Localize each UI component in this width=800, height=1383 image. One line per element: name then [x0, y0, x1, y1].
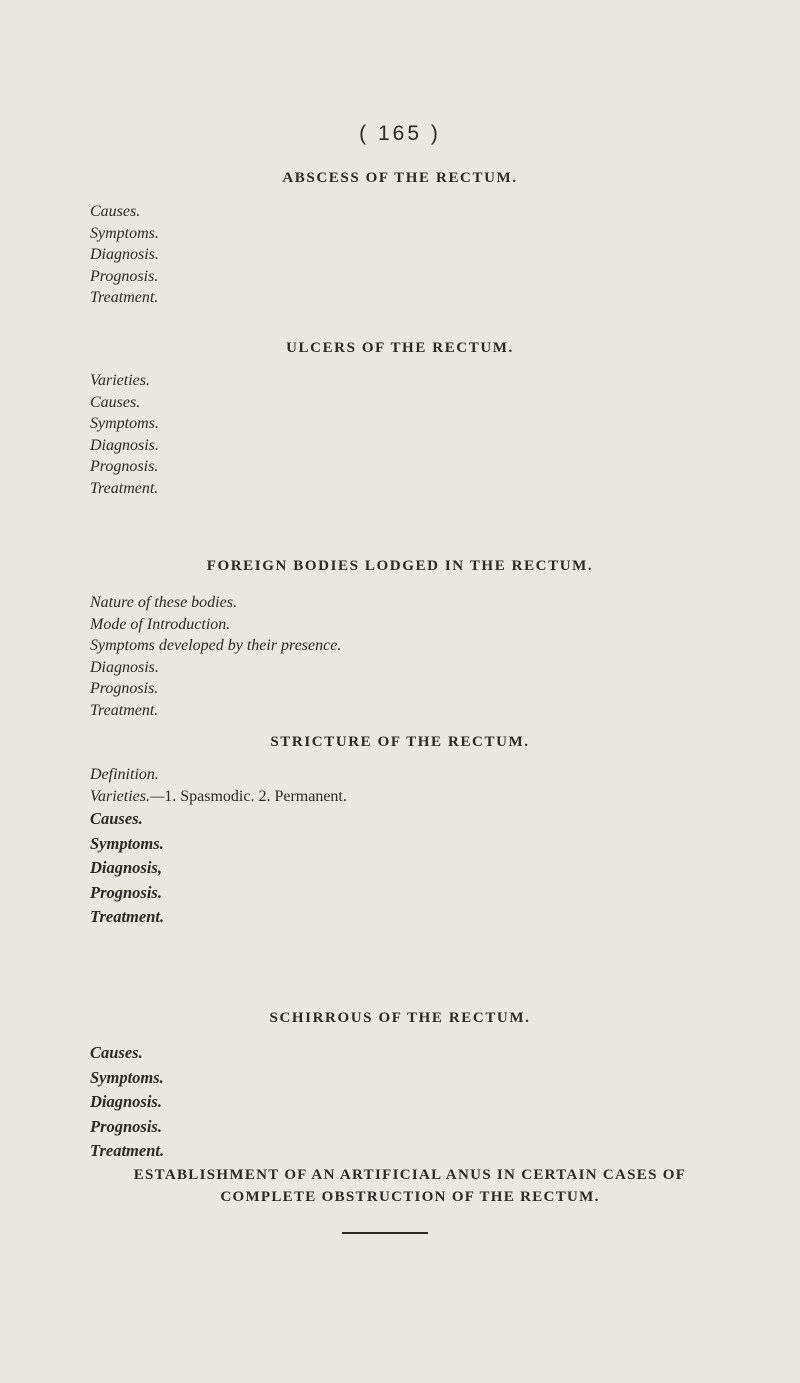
list-item: Symptoms developed by their presence.: [90, 637, 342, 654]
heading-ulcers: ULCERS OF THE RECTUM.: [286, 340, 514, 356]
list-item: Diagnosis.: [90, 658, 159, 676]
list-item: Definition.: [90, 766, 159, 783]
list-item: Causes.: [90, 393, 141, 411]
list-item: Diagnosis.: [90, 1092, 162, 1111]
list-item: Treatment.: [90, 289, 159, 306]
heading-artificial-anus: [60, 1164, 760, 1208]
list-item-varieties: [90, 786, 347, 808]
list-item: Symptoms.: [90, 224, 159, 242]
varieties-label: Varieties.—: [90, 787, 165, 805]
list-item: Causes.: [90, 1043, 143, 1062]
list-item: Diagnosis.: [90, 436, 159, 454]
list-item: Treatment.: [90, 907, 165, 926]
page-number: ( 165 ): [359, 122, 441, 145]
list-item: Causes.: [90, 203, 141, 220]
heading-stricture: STRICTURE OF THE RECTUM.: [270, 734, 530, 750]
list-item: Diagnosis.: [90, 246, 159, 263]
list-abscess: [90, 201, 159, 309]
list-item: Prognosis.: [90, 680, 159, 697]
heading-foreign-bodies: FOREIGN BODIES LODGED IN THE RECTUM.: [206, 558, 594, 574]
heading-schirrous: SCHIRROUS OF THE RECTUM.: [269, 1010, 531, 1026]
list-item: Treatment.: [90, 1141, 165, 1160]
list-item: Treatment.: [90, 479, 159, 497]
heading-line-1: ESTABLISHMENT OF AN ARTIFICIAL ANUS IN CERTAIN CASES OF: [133, 1167, 687, 1183]
divider-rule: [342, 1232, 428, 1234]
list-item: Varieties.: [90, 372, 150, 389]
list-ulcers: [90, 370, 159, 499]
list-item: Symptoms.: [90, 415, 159, 432]
list-item: Prognosis.: [90, 267, 159, 285]
list-item: Diagnosis,: [90, 858, 162, 877]
list-item: Symptoms.: [90, 1067, 164, 1087]
varieties-text: 1. Spasmodic. 2. Permanent.: [164, 787, 347, 805]
list-stricture: [90, 764, 347, 930]
list-item: Causes.: [90, 809, 143, 828]
list-item: Prognosis.: [90, 1116, 162, 1136]
heading-abscess: ABSCESS OF THE RECTUM.: [282, 170, 518, 186]
heading-line-2: COMPLETE OBSTRUCTION OF THE RECTUM.: [220, 1189, 600, 1205]
list-item: Prognosis.: [90, 458, 159, 475]
list-schirrous: [90, 1041, 164, 1164]
list-item: Nature of these bodies.: [90, 594, 237, 611]
list-item: Symptoms.: [90, 833, 164, 853]
list-foreign-bodies: [90, 592, 341, 721]
list-item: Mode of Introduction.: [90, 615, 231, 633]
list-item: Prognosis.: [90, 882, 162, 902]
list-item: Treatment.: [90, 701, 159, 719]
